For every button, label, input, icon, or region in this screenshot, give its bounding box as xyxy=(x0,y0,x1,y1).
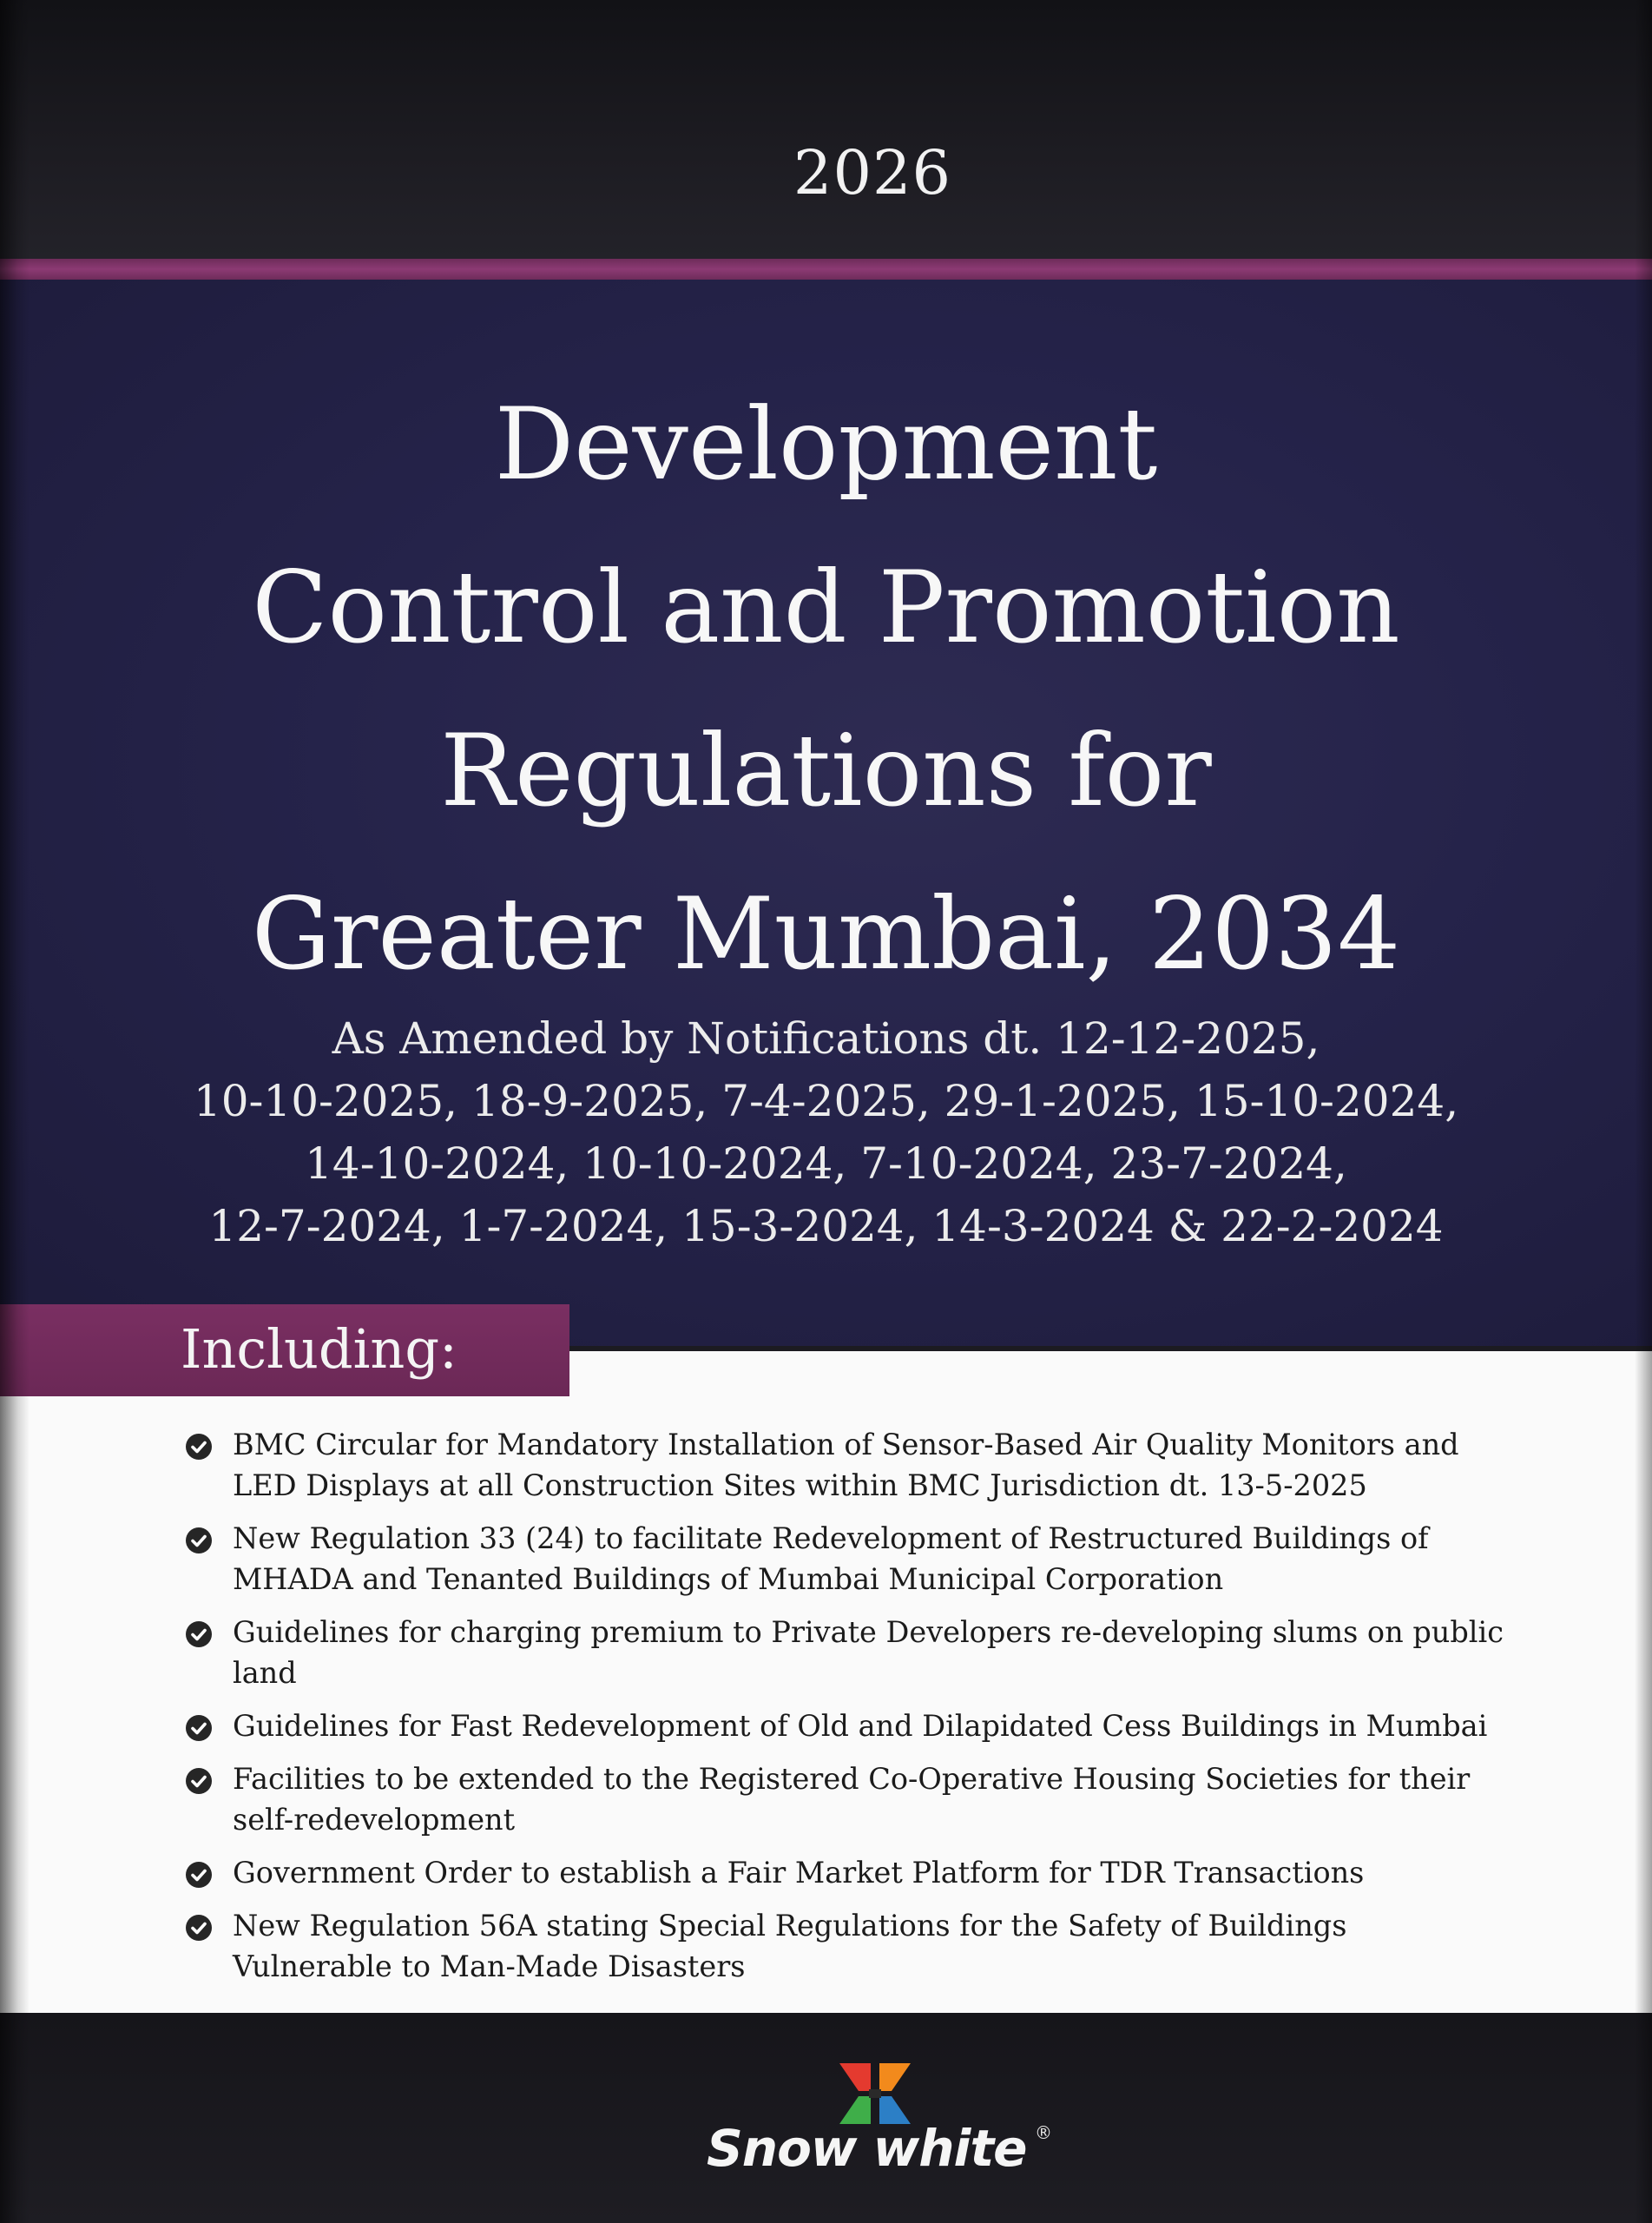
check-circle-icon xyxy=(186,1715,212,1741)
book-title xyxy=(0,363,1652,1016)
amendment-line: 12-7-2024, 1-7-2024, 15-3-2024, 14-3-2024 & 22-2-2024 xyxy=(208,1201,1444,1251)
list-item-text: Facilities to be extended to the Registered Co-Operative Housing Societies for their self-redevelopment xyxy=(233,1762,1471,1837)
list-item-text: New Regulation 33 (24) to facilitate Redevelopment of Restructured Buildings of MHADA and Tenanted Buildings of Mumbai Municipal Corporation xyxy=(233,1521,1429,1596)
list-item-text: BMC Circular for Mandatory Installation of Sensor-Based Air Quality Monitors and LED Displays at all Construction Sites within BMC Jurisdiction dt. 13-5-2025 xyxy=(233,1428,1459,1502)
list-item xyxy=(186,1852,1505,1893)
title-line: Development xyxy=(494,386,1158,502)
amendment-line: 14-10-2024, 10-10-2024, 7-10-2024, 23-7-2024, xyxy=(305,1138,1347,1189)
check-circle-icon xyxy=(186,1621,212,1647)
title-line: Control and Promotion xyxy=(252,550,1400,665)
including-tab xyxy=(0,1304,569,1396)
snow-white-logo-icon xyxy=(836,2060,914,2127)
including-label: Including: xyxy=(181,1317,457,1381)
title-line: Greater Mumbai, 2034 xyxy=(251,876,1401,992)
check-circle-icon xyxy=(186,1915,212,1941)
list-item-text: New Regulation 56A stating Special Regulations for the Safety of Buildings Vulnerable to Man-Made Disasters xyxy=(233,1909,1347,1983)
list-item xyxy=(186,1518,1505,1600)
check-circle-icon xyxy=(186,1768,212,1794)
divider-stripe xyxy=(0,259,1652,280)
publisher-name: Snow white xyxy=(707,2119,1027,2178)
spine-shadow xyxy=(0,0,30,2223)
amendment-notice xyxy=(0,1007,1652,1257)
amendment-line: As Amended by Notifications dt. 12-12-2025, xyxy=(332,1013,1320,1064)
edition-year: 2026 xyxy=(793,137,952,208)
registered-mark: ® xyxy=(1035,2122,1052,2143)
list-item xyxy=(186,1612,1505,1693)
edge-shadow xyxy=(1635,0,1652,2223)
list-item-text: Government Order to establish a Fair Market Platform for TDR Transactions xyxy=(233,1856,1365,1890)
amendment-line: 10-10-2025, 18-9-2025, 7-4-2025, 29-1-2025, 15-10-2024, xyxy=(193,1076,1459,1126)
list-item xyxy=(186,1705,1505,1746)
check-circle-icon xyxy=(186,1862,212,1888)
list-item xyxy=(186,1905,1505,1987)
top-band xyxy=(0,0,1652,259)
list-item xyxy=(186,1758,1505,1840)
check-circle-icon xyxy=(186,1527,212,1553)
check-circle-icon xyxy=(186,1434,212,1460)
list-item xyxy=(186,1424,1505,1506)
list-item-text: Guidelines for Fast Redevelopment of Old and Dilapidated Cess Buildings in Mumbai xyxy=(233,1709,1488,1743)
title-line: Regulations for xyxy=(440,713,1212,828)
list-item-text: Guidelines for charging premium to Private Developers re-developing slums on public land xyxy=(233,1615,1504,1690)
contents-list xyxy=(186,1424,1505,1999)
publisher-band xyxy=(0,2013,1652,2223)
